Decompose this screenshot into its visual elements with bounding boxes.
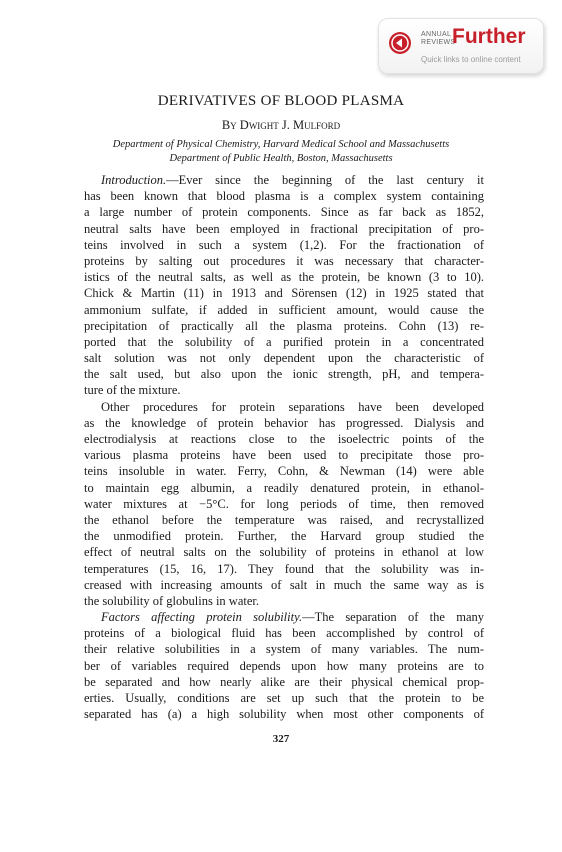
text-line <box>84 496 484 512</box>
line-text: as the knowledge of protein behavior has progressed. Dialysis and <box>84 415 484 430</box>
text-line <box>84 399 484 415</box>
author-byline: By Dwight J. Mulford <box>221 118 341 132</box>
line-text: neutral salts have been employed in fractional precipitation of pro- <box>84 221 484 236</box>
text-line <box>84 431 484 447</box>
text-line <box>84 706 484 722</box>
further-banner-button[interactable] <box>378 18 544 74</box>
section-heading: Introduction. <box>101 173 167 187</box>
text-line <box>84 690 484 706</box>
line-text: erties. Usually, conditions are set up such that the protein to be <box>84 691 484 705</box>
text-line <box>84 334 484 350</box>
text-line <box>84 561 484 577</box>
line-text: various plasma proteins have been used to precipitate those pro- <box>84 448 484 463</box>
line-text: the unmodified protein. Further, the Harvard group studied the <box>84 529 484 544</box>
text-line <box>84 480 484 496</box>
line-text: separated has (a) a high solubility when most other components of <box>84 707 484 722</box>
line-text: to maintain egg albumin, a readily denatured protein, in ethanol- <box>84 480 484 495</box>
line-text: ture of the mixture. <box>84 383 181 398</box>
line-text: Chick & Martin (11) in 1913 and Sörensen (12) in 1925 stated that <box>84 286 484 301</box>
line-text: ber of variables required depends upon how many proteins are to <box>84 658 484 673</box>
text-line <box>84 269 484 285</box>
line-text: temperatures (15, 16, 17). They found that the solubility was in- <box>84 561 484 576</box>
text-line <box>84 188 484 204</box>
line-text: electrodialysis at reactions close to the isoelectric points of the <box>84 432 484 446</box>
text-line <box>84 625 484 641</box>
line-text: —The separation of the many <box>302 610 484 625</box>
text-line <box>84 204 484 220</box>
banner-sub-label: Quick links to online content <box>421 55 521 64</box>
line-text: a large number of protein components. Since as far back as 1852, <box>84 205 484 220</box>
page-number: 327 <box>272 733 290 745</box>
text-line <box>84 415 484 431</box>
text-line <box>84 253 484 269</box>
line-text: effect of neutral salts on the solubility of proteins in ethanol at low <box>84 545 484 560</box>
text-line <box>84 350 484 366</box>
text-line <box>84 641 484 657</box>
line-text: ported that the solubility of a purified protein in a concentrated <box>84 334 484 349</box>
line-text: the salt used, but also upon the ionic strength, pH, and tempera- <box>84 367 484 382</box>
line-text: ammonium sulfate, if added in sufficient amount, would cause the <box>84 302 484 317</box>
line-text: proteins of a biological fluid has been accomplished by control of <box>84 626 484 641</box>
play-arrow-icon <box>389 32 411 54</box>
line-text: salt solution was not only dependent upon the characteristic of <box>84 351 484 366</box>
line-text: the ethanol before the temperature was raised, and recrystallized <box>84 512 484 527</box>
affiliation-line-2: Department of Public Health, Boston, Massachusetts <box>169 153 393 164</box>
banner-small-label: ANNUAL REVIEWS <box>421 31 456 46</box>
line-text: has been known that blood plasma is a complex system containing <box>84 189 484 204</box>
line-text: teins involved in such a system (1,2). For the fractionation of <box>84 237 484 252</box>
text-line <box>84 577 484 593</box>
text-line <box>84 237 484 253</box>
line-text: istics of the neutral salts, as well as the protein, be known (3 to 10). <box>84 270 484 285</box>
text-line <box>84 463 484 479</box>
line-text: teins insoluble in water. Ferry, Cohn, & Newman (14) were able <box>84 464 484 479</box>
article-title: DERIVATIVES OF BLOOD PLASMA <box>157 93 405 109</box>
banner-big-label: Further <box>452 25 526 48</box>
line-text: precipitation of practically all the plasma proteins. Cohn (13) re- <box>84 318 484 333</box>
article-body <box>84 172 484 722</box>
text-line <box>84 172 484 188</box>
line-text: proteins by salting out procedures it was necessary that character- <box>84 253 484 268</box>
text-line <box>84 528 484 544</box>
line-text: the solubility of globulins in water. <box>84 593 259 608</box>
line-text: be separated and how nearly alike are their physical chemical prop- <box>84 674 484 689</box>
text-line <box>84 366 484 382</box>
line-text: Other procedures for protein separations have been developed <box>101 399 484 414</box>
line-text: water mixtures at −5°C. for long periods of time, then removed <box>84 496 484 511</box>
text-line <box>84 318 484 334</box>
line-text: —Ever since the beginning of the last century it <box>166 173 484 187</box>
text-line <box>84 302 484 318</box>
section-heading: Factors affecting protein solubility. <box>101 610 303 625</box>
text-line <box>84 544 484 560</box>
line-text: creased with increasing amounts of salt in much the same way as is <box>84 577 484 592</box>
text-line <box>84 512 484 528</box>
line-text: their relative solubilities in a system of many variables. The num- <box>84 642 484 657</box>
text-line <box>84 221 484 237</box>
affiliation-line-1: Department of Physical Chemistry, Harvard Medical School and Massachusetts <box>112 139 450 150</box>
text-line <box>84 447 484 463</box>
text-line <box>84 382 484 398</box>
text-line <box>84 593 484 609</box>
text-line <box>84 609 484 625</box>
text-line <box>84 674 484 690</box>
text-line <box>84 658 484 674</box>
text-line <box>84 285 484 301</box>
